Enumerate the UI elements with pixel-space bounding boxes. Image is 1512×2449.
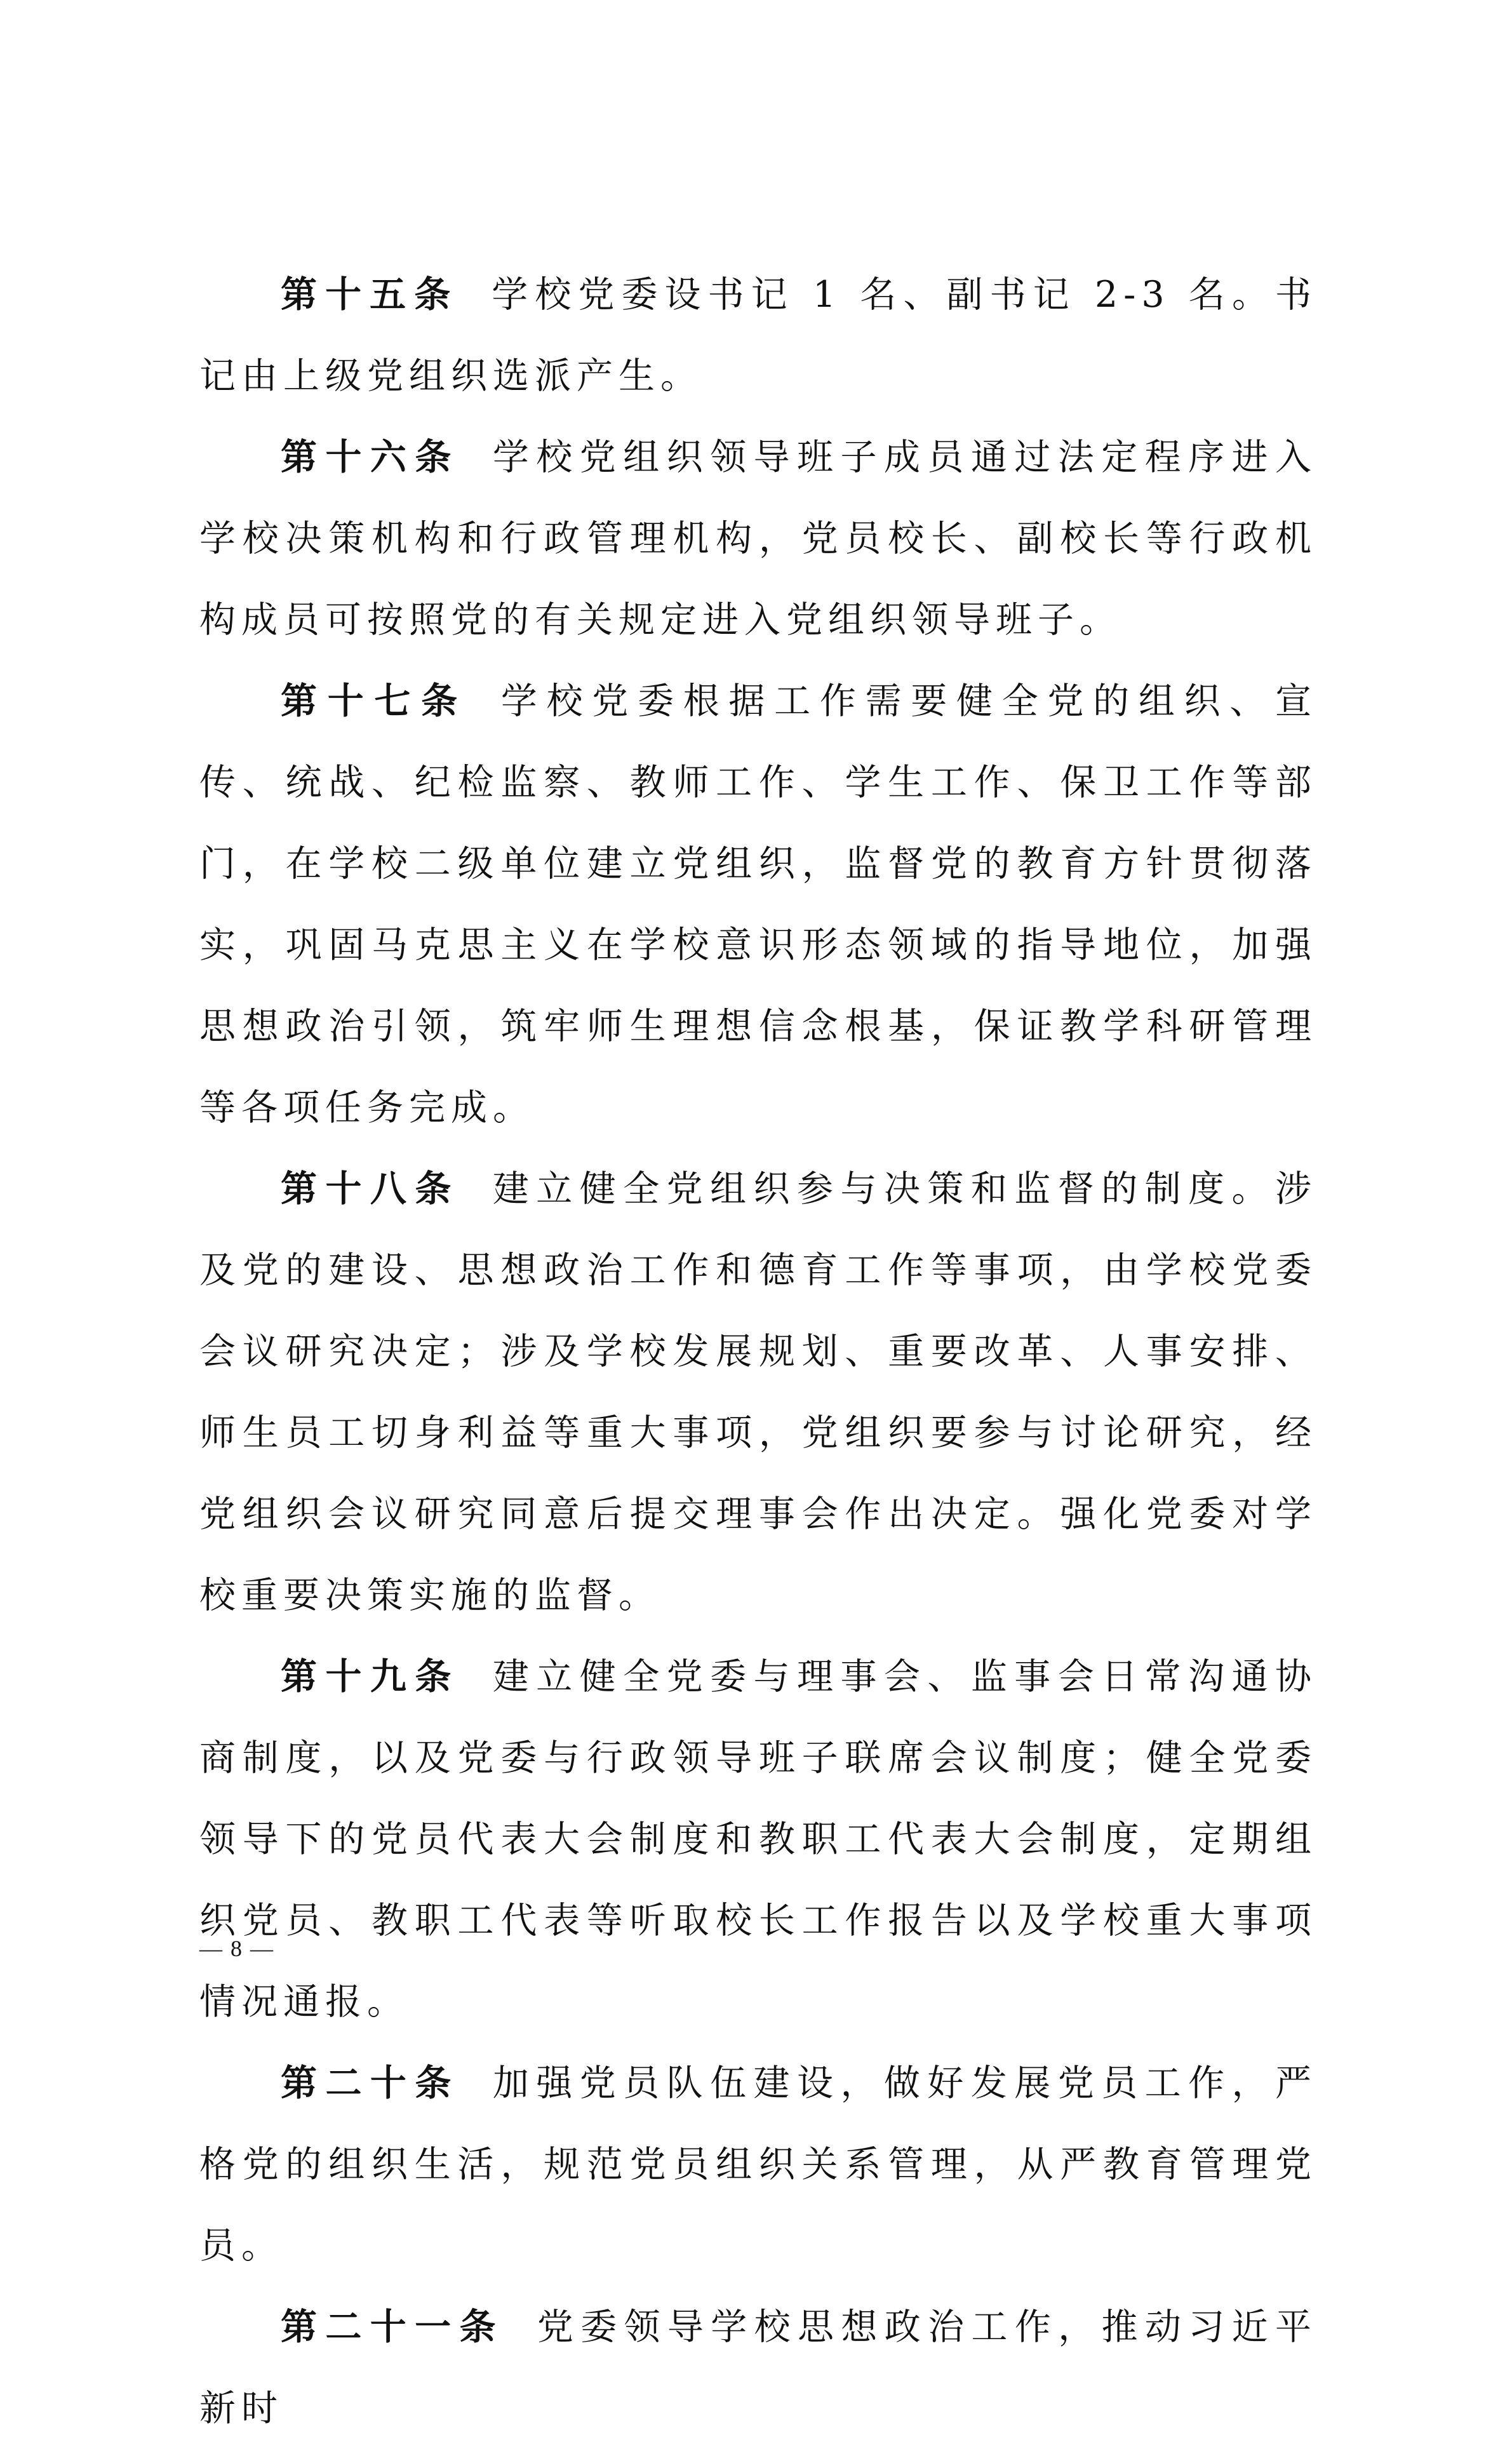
article-heading: 第十七条 [281, 680, 468, 722]
article-body: 党委领导学校思想政治工作，推动习近平新时 [199, 2306, 1318, 2429]
article-17 [199, 661, 1317, 1148]
article-body: 学校党委设书记 1 名、副书记 2-3 名。书记由上级党组织选派产生。 [199, 274, 1318, 397]
article-15 [199, 254, 1317, 417]
article-heading: 第二十条 [281, 2062, 460, 2104]
article-heading: 第十六条 [281, 436, 460, 478]
article-body: 建立健全党组织参与决策和监督的制度。涉及党的建设、思想政治工作和德育工作等事项，由学校党委会议研究决定；涉及学校发展规划、重要改革、人事安排、师生员工切身利益等重大事项，党组织要参与讨论研究，经党组织会议研究同意后提交理事会作出决定。强化党委对学校重要决策实施的监督。 [199, 1168, 1318, 1616]
document-body [199, 254, 1317, 2449]
article-heading: 第十五条 [281, 273, 459, 316]
article-21 [199, 2286, 1317, 2449]
page-number: — 8 — [199, 1936, 274, 1961]
article-body: 学校党委根据工作需要健全党的组织、宣传、统战、纪检监察、教师工作、学生工作、保卫工作等部门，在学校二级单位建立党组织，监督党的教育方针贯彻落实，巩固马克思主义在学校意识形态领域的指导地位，加强思想政治引领，筑牢师生理想信念根基，保证教学科研管理等各项任务完成。 [199, 680, 1318, 1129]
article-heading: 第二十一条 [281, 2305, 504, 2348]
article-heading: 第十九条 [281, 1655, 460, 1698]
article-20 [199, 2043, 1317, 2286]
article-heading: 第十八条 [281, 1167, 460, 1210]
article-16 [199, 417, 1317, 661]
article-19 [199, 1636, 1317, 2043]
article-body: 加强党员队伍建设，做好发展党员工作，严格党的组织生活，规范党员组织关系管理，从严教育管理党员。 [199, 2062, 1318, 2267]
article-18 [199, 1148, 1317, 1636]
article-body: 学校党组织领导班子成员通过法定程序进入学校决策机构和行政管理机构，党员校长、副校长等行政机构成员可按照党的有关规定进入党组织领导班子。 [199, 436, 1318, 641]
article-body: 建立健全党委与理事会、监事会日常沟通协商制度，以及党委与行政领导班子联席会议制度；健全党委领导下的党员代表大会制度和教职工代表大会制度，定期组织党员、教职工代表等听取校长工作报告以及学校重大事项情况通报。 [199, 1656, 1318, 2023]
